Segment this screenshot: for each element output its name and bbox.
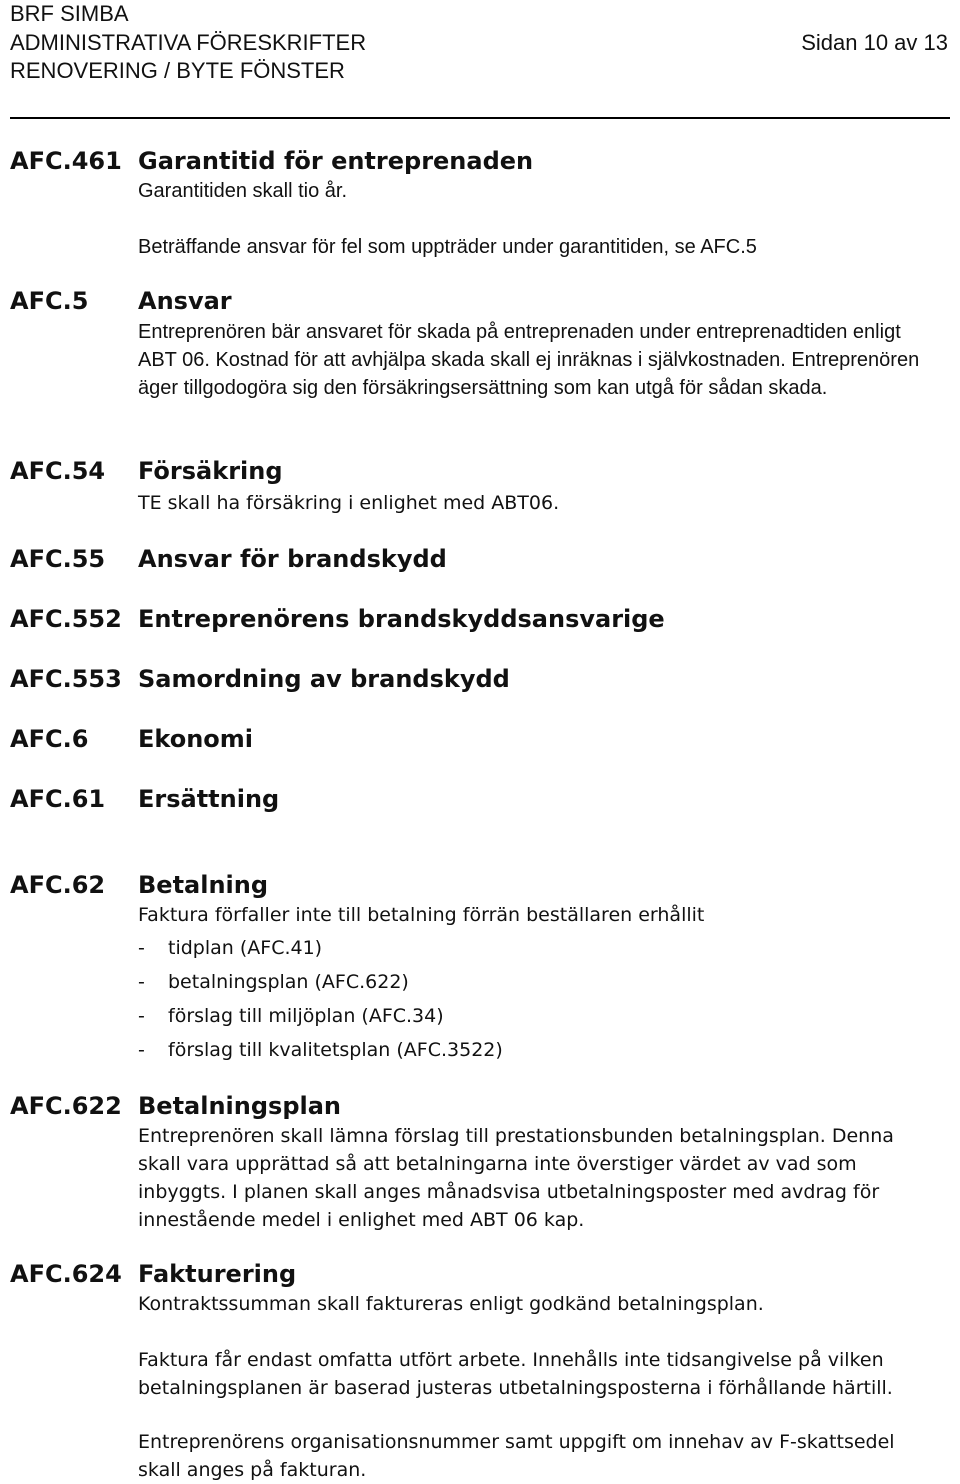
list-item xyxy=(138,1005,444,1027)
page-header xyxy=(10,0,950,118)
section-code-afc6: AFC.6 xyxy=(10,725,89,753)
section-title-afc62: Betalning xyxy=(138,871,269,899)
section-title-afc624: Fakturering xyxy=(138,1260,297,1288)
section-code-afc624: AFC.624 xyxy=(10,1260,122,1288)
section-code-afc54: AFC.54 xyxy=(10,457,106,485)
paragraph: Faktura får endast omfatta utfört arbete. Innehålls inte tidsangivelse på vilken betalningsplanen är baserad justeras utbetalningsposterna i förhållande härtill. xyxy=(138,1349,893,1399)
paragraph: Entreprenören skall lämna förslag till prestationsbunden betalningsplan. Denna skall vara upprättad så att betalningarna inte överstiger värdet av vad som inbyggts. I planen skall anges månadsvisa utbetalningsposter med avdrag för innestående medel i enlighet med ABT 06 kap. xyxy=(138,1125,894,1231)
section-code-afc5: AFC.5 xyxy=(10,287,89,315)
paragraph: Garantitiden skall tio år. xyxy=(138,180,347,202)
bullet-marker: - xyxy=(138,1039,145,1061)
section-title-afc6: Ekonomi xyxy=(138,725,254,753)
section-title-afc553: Samordning av brandskydd xyxy=(138,665,510,693)
section-title-afc54: Försäkring xyxy=(138,457,283,485)
section-code-afc552: AFC.552 xyxy=(10,605,122,633)
page-number: Sidan 10 av 13 xyxy=(801,30,948,55)
bullet-marker: - xyxy=(138,1005,145,1027)
header-org: BRF SIMBA xyxy=(10,1,129,26)
section-code-afc55: AFC.55 xyxy=(10,545,106,573)
section-title-afc61: Ersättning xyxy=(138,785,280,813)
header-subject: RENOVERING / BYTE FÖNSTER xyxy=(10,58,345,83)
list-item xyxy=(138,971,409,993)
section-title-afc552: Entreprenörens brandskyddsansvarige xyxy=(138,605,665,633)
section-title-afc461: Garantitid för entreprenaden xyxy=(138,147,534,175)
list-item-text: betalningsplan (AFC.622) xyxy=(168,971,409,993)
section-code-afc622: AFC.622 xyxy=(10,1092,122,1120)
list-item-text: förslag till kvalitetsplan (AFC.3522) xyxy=(168,1039,503,1061)
list-item-text: tidplan (AFC.41) xyxy=(168,937,323,959)
section-title-afc5: Ansvar xyxy=(138,287,232,315)
list-item xyxy=(138,1039,503,1061)
list-item xyxy=(138,937,322,959)
paragraph: Entreprenörens organisationsnummer samt uppgift om innehav av F-skattsedel skall anges på fakturan. xyxy=(138,1431,895,1481)
section-code-afc62: AFC.62 xyxy=(10,871,106,899)
section-code-afc61: AFC.61 xyxy=(10,785,106,813)
paragraph: Faktura förfaller inte till betalning förrän beställaren erhållit xyxy=(138,904,705,926)
section-title-afc622: Betalningsplan xyxy=(138,1092,342,1120)
paragraph: Beträffande ansvar för fel som uppträder under garantitiden, se AFC.5 xyxy=(138,236,757,258)
section-title-afc55: Ansvar för brandskydd xyxy=(138,545,447,573)
bullet-marker: - xyxy=(138,971,145,993)
header-rule xyxy=(10,117,950,119)
section-code-afc461: AFC.461 xyxy=(10,147,122,175)
header-doc-type: ADMINISTRATIVA FÖRESKRIFTER xyxy=(10,30,367,55)
paragraph: TE skall ha försäkring i enlighet med ABT06. xyxy=(138,492,560,514)
section-code-afc553: AFC.553 xyxy=(10,665,122,693)
list-item-text: förslag till miljöplan (AFC.34) xyxy=(168,1005,444,1027)
paragraph: Entreprenören bär ansvaret för skada på entreprenaden under entreprenadtiden enligt ABT 06. Kostnad för att avhjälpa skada skall ej inräknas i självkostnaden. Entreprenören äger tillgodogöra sig den försäkringsersättning som kan utgå för sådan skada. xyxy=(138,321,920,399)
paragraph: Kontraktssumman skall faktureras enligt godkänd betalningsplan. xyxy=(138,1293,764,1315)
bullet-marker: - xyxy=(138,937,145,959)
